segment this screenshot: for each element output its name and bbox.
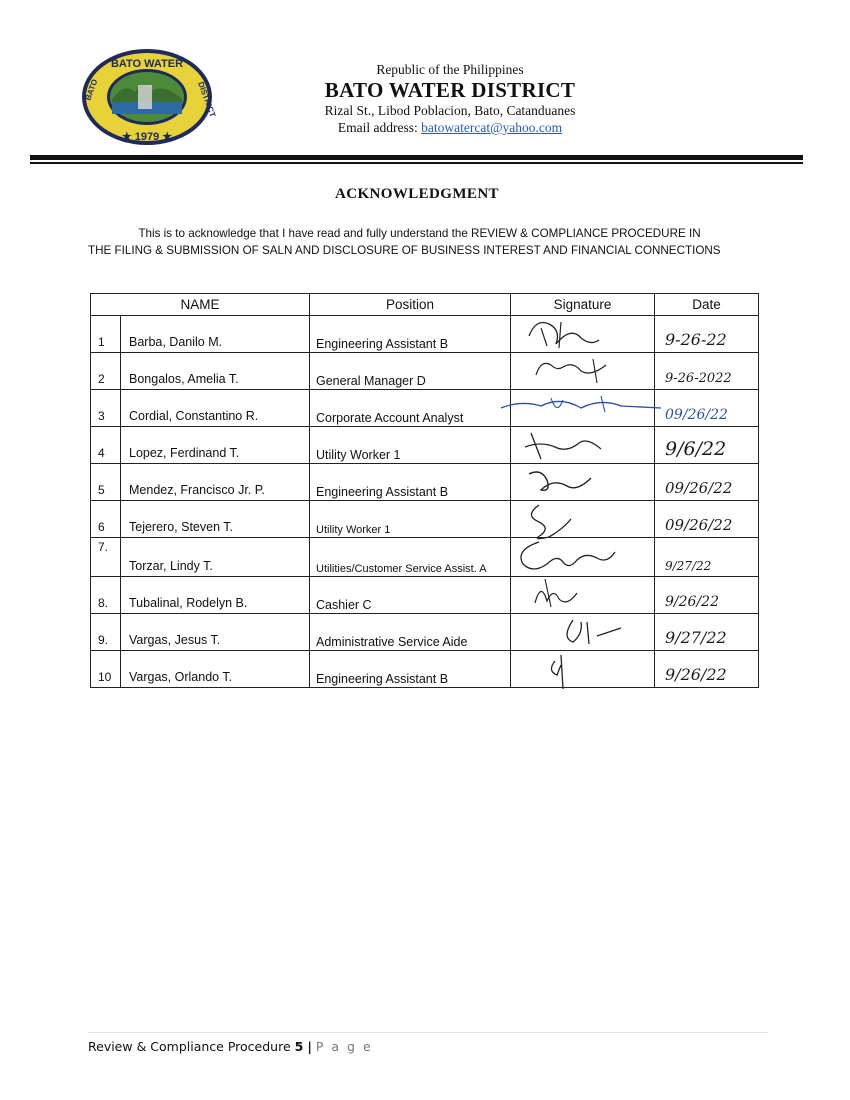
footer-page-label: P a g e [315,1039,373,1054]
handwritten-signature [511,316,655,350]
employee-name: Tejerero, Steven T. [121,501,310,538]
employee-name: Lopez, Ferdinand T. [121,427,310,464]
address-line: Rizal St., Libod Poblacion, Bato, Catanduanes [324,103,576,118]
row-number: 7. [91,538,121,577]
handwritten-signature [511,651,655,685]
date-cell [655,464,759,501]
row-number: 10 [91,651,121,688]
document-title: ACKNOWLEDGMENT [335,186,499,202]
email-link[interactable]: batowatercat@yahoo.com [421,120,563,135]
footer-text: Review & Compliance Procedure [88,1039,291,1054]
header-position: Position [310,294,511,316]
employee-position: Utility Worker 1 [310,427,511,464]
table-row [91,316,759,353]
handwritten-date: 9/26/22 [665,594,719,610]
employee-position: Utilities/Customer Service Assist. A [310,538,511,577]
republic-line: Republic of the Philippines [376,62,524,77]
handwritten-date: 9-26-22 [665,330,727,349]
date-cell [655,538,759,577]
handwritten-date: 09/26/22 [665,407,728,423]
footer-separator: | [307,1039,312,1054]
employee-name: Vargas, Jesus T. [121,614,310,651]
table-row [91,651,759,688]
date-cell [655,353,759,390]
organization-name: BATO WATER DISTRICT [324,78,576,102]
table-row [91,353,759,390]
handwritten-signature [511,501,655,535]
table-row [91,427,759,464]
row-number: 6 [91,501,121,538]
employee-name: Vargas, Orlando T. [121,651,310,688]
handwritten-signature [511,390,655,424]
table-row [91,390,759,427]
table-row [91,464,759,501]
employee-position: Engineering Assistant B [310,651,511,688]
employee-name: Tubalinal, Rodelyn B. [121,577,310,614]
handwritten-signature [511,353,655,387]
svg-text:BATO: BATO [83,77,100,102]
table-header-row [91,294,759,316]
bato-water-district-logo [80,47,218,147]
employee-position: General Manager D [310,353,511,390]
row-number: 8. [91,577,121,614]
statement-line-1: This is to acknowledge that I have read and fully understand the REVIEW & COMPLIANCE PROCEDURE IN [138,226,701,240]
header-signature: Signature [511,294,655,316]
employee-position: Corporate Account Analyst [310,390,511,427]
date-cell [655,614,759,651]
svg-text:★ 1979 ★: ★ 1979 ★ [121,131,173,143]
signature-cell [511,427,655,464]
handwritten-date: 9/27/22 [665,628,727,647]
header-date: Date [655,294,759,316]
signature-cell [511,538,655,577]
signature-cell [511,464,655,501]
date-cell [655,577,759,614]
handwritten-signature [511,464,655,498]
employee-name: Bongalos, Amelia T. [121,353,310,390]
handwritten-signature [511,577,655,611]
letterhead [250,62,650,136]
date-cell [655,427,759,464]
date-cell [655,316,759,353]
employee-position: Engineering Assistant B [310,316,511,353]
date-cell [655,390,759,427]
signature-cell [511,651,655,688]
page-footer [88,1039,373,1054]
row-number: 2 [91,353,121,390]
date-cell [655,501,759,538]
row-number: 1 [91,316,121,353]
row-number: 4 [91,427,121,464]
handwritten-signature [511,614,655,648]
table-row [91,501,759,538]
handwritten-signature [511,427,655,461]
svg-text:BATO WATER: BATO WATER [110,58,184,70]
header-rule-thin [30,162,803,164]
table-row [91,538,759,577]
table-row [91,577,759,614]
employee-position: Engineering Assistant B [310,464,511,501]
signature-cell [511,390,655,427]
svg-text:DISTRICT: DISTRICT [196,80,218,119]
employee-name: Cordial, Constantino R. [121,390,310,427]
handwritten-date: 9/26/22 [665,665,727,684]
table-row [91,614,759,651]
email-line [250,119,650,136]
header-name: NAME [91,294,310,316]
header-rule-thick [30,155,803,160]
acknowledgment-statement [88,225,728,259]
handwritten-date: 09/26/22 [665,516,733,534]
row-number: 3 [91,390,121,427]
signature-cell [511,577,655,614]
handwritten-date: 9/27/22 [665,559,712,573]
signature-cell [511,316,655,353]
statement-line-2: THE FILING & SUBMISSION OF SALN AND DISCLOSURE OF BUSINESS INTEREST AND FINANCIAL CONNECTIONS [88,243,721,257]
employee-position: Utility Worker 1 [310,501,511,538]
handwritten-date: 9/6/22 [665,438,727,460]
row-number: 9. [91,614,121,651]
signature-cell [511,501,655,538]
signature-cell [511,614,655,651]
date-cell [655,651,759,688]
row-number: 5 [91,464,121,501]
handwritten-date: 09/26/22 [665,479,733,497]
employee-position: Cashier C [310,577,511,614]
signature-cell [511,353,655,390]
employee-name: Torzar, Lindy T. [121,538,310,577]
footer-divider [88,1032,768,1033]
email-label: Email address: [337,120,418,135]
footer-page-number: 5 [294,1039,304,1054]
employee-name: Barba, Danilo M. [121,316,310,353]
employee-position: Administrative Service Aide [310,614,511,651]
employee-name: Mendez, Francisco Jr. P. [121,464,310,501]
handwritten-date: 9-26-2022 [665,371,732,386]
acknowledgment-table [90,293,759,688]
handwritten-signature [511,538,655,572]
